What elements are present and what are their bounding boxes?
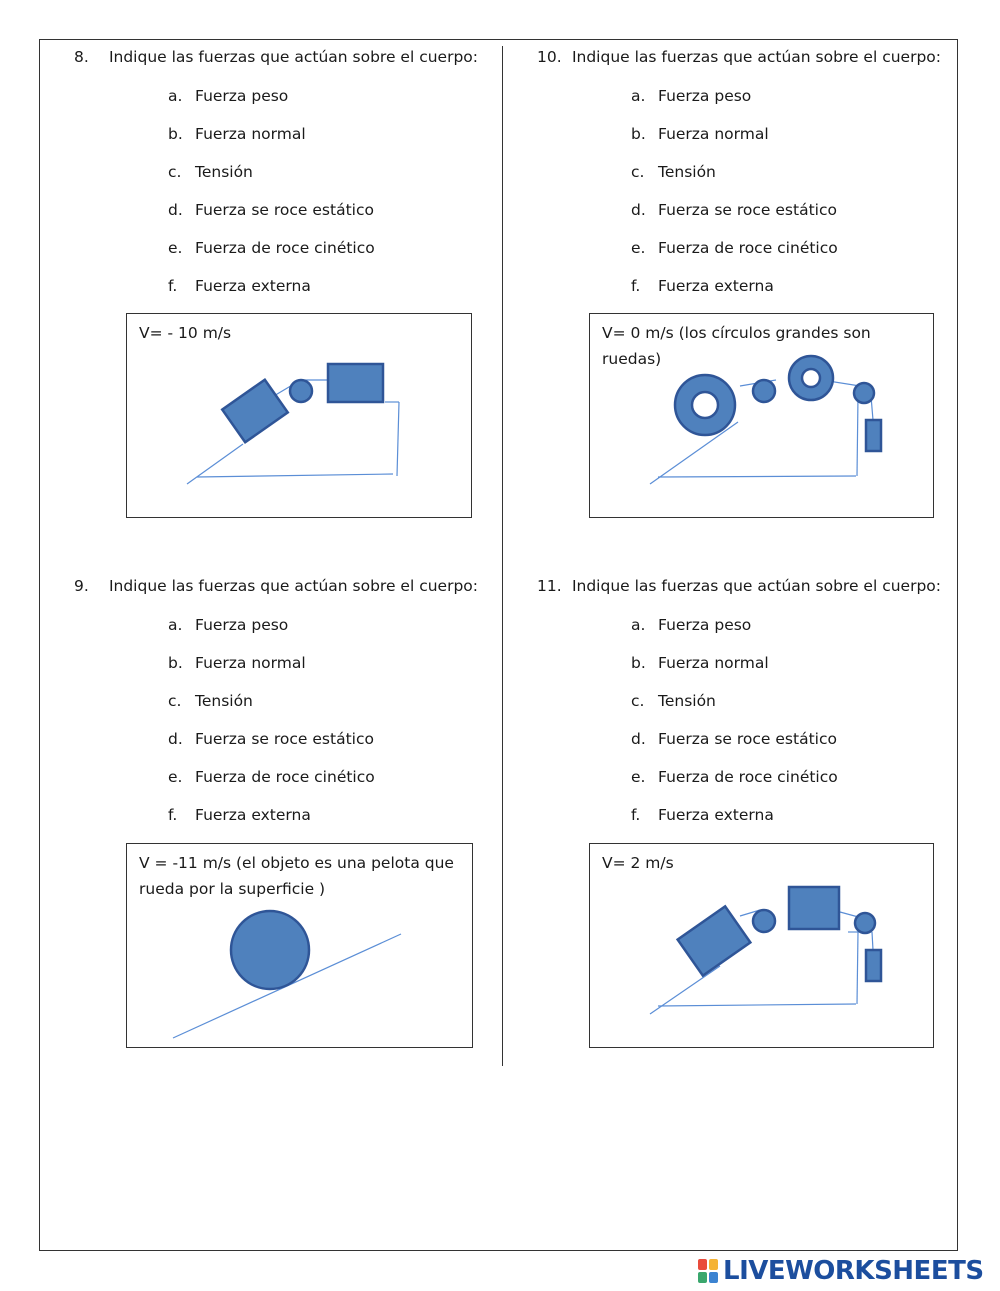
- option-b[interactable]: b. Fuerza normal: [168, 125, 306, 143]
- question-heading: [537, 48, 941, 66]
- table-edge: [397, 402, 399, 476]
- option-c[interactable]: c. Tensión: [631, 163, 716, 181]
- figure-8: [126, 313, 472, 518]
- wheel-hub: [802, 369, 820, 387]
- question-number: 8.: [74, 48, 89, 66]
- option-b[interactable]: b. Fuerza normal: [631, 125, 769, 143]
- pulley-right: [855, 913, 875, 933]
- velocity-label: V= 0 m/s (los círculos grandes son ruedas): [602, 324, 871, 368]
- option-b[interactable]: b. Fuerza normal: [168, 654, 306, 672]
- question-number: 10.: [537, 48, 562, 66]
- question-prompt: Indique las fuerzas que actúan sobre el cuerpo:: [108, 577, 478, 595]
- hanging-block: [866, 950, 881, 981]
- option-e[interactable]: e. Fuerza de roce cinético: [168, 239, 375, 257]
- question-prompt: Indique las fuerzas que actúan sobre el cuerpo:: [571, 577, 941, 595]
- option-b[interactable]: b. Fuerza normal: [631, 654, 769, 672]
- block-on-table: [328, 364, 383, 402]
- figure-10: [589, 313, 934, 518]
- logo-mark-icon: [698, 1259, 720, 1283]
- table-edge: [857, 932, 858, 1004]
- pulley-right: [854, 383, 874, 403]
- incline-line: [187, 444, 243, 484]
- option-e[interactable]: e. Fuerza de roce cinético: [168, 768, 375, 786]
- liveworksheets-logo: [698, 1256, 984, 1286]
- question-number: 11.: [537, 577, 562, 595]
- option-a[interactable]: a. Fuerza peso: [168, 616, 289, 634]
- table-edge: [857, 396, 858, 476]
- block-on-incline: [222, 380, 288, 443]
- option-d[interactable]: d. Fuerza se roce estático: [168, 201, 374, 219]
- column-divider: [502, 46, 503, 1066]
- option-f[interactable]: f. Fuerza externa: [168, 806, 311, 824]
- question-heading: [74, 48, 478, 66]
- velocity-label: V= - 10 m/s: [139, 324, 232, 342]
- option-c[interactable]: c. Tensión: [631, 692, 716, 710]
- ground-line: [658, 1004, 856, 1006]
- velocity-label: V= 2 m/s: [602, 854, 674, 872]
- pulley-left: [753, 380, 775, 402]
- option-a[interactable]: a. Fuerza peso: [631, 616, 752, 634]
- ground-line: [197, 474, 393, 477]
- option-c[interactable]: c. Tensión: [168, 692, 253, 710]
- option-d[interactable]: d. Fuerza se roce estático: [631, 201, 837, 219]
- option-f[interactable]: f. Fuerza externa: [631, 806, 774, 824]
- diagram-ball-incline: [127, 844, 474, 1049]
- question-heading: [74, 577, 478, 595]
- option-d[interactable]: d. Fuerza se roce estático: [168, 730, 374, 748]
- block-on-table: [789, 887, 839, 929]
- option-a[interactable]: a. Fuerza peso: [631, 87, 752, 105]
- question-prompt: Indique las fuerzas que actúan sobre el cuerpo:: [571, 48, 941, 66]
- option-c[interactable]: c. Tensión: [168, 163, 253, 181]
- question-heading: [537, 577, 941, 595]
- option-a[interactable]: a. Fuerza peso: [168, 87, 289, 105]
- option-e[interactable]: e. Fuerza de roce cinético: [631, 239, 838, 257]
- figure-11: [589, 843, 934, 1048]
- question-prompt: Indique las fuerzas que actúan sobre el cuerpo:: [108, 48, 478, 66]
- option-f[interactable]: f. Fuerza externa: [631, 277, 774, 295]
- block-on-incline: [678, 906, 751, 975]
- diagram-incline-pulley: [127, 314, 473, 519]
- option-e[interactable]: e. Fuerza de roce cinético: [631, 768, 838, 786]
- option-f[interactable]: f. Fuerza externa: [168, 277, 311, 295]
- question-number: 9.: [74, 577, 89, 595]
- diagram-incline-two-pulleys: [590, 844, 935, 1049]
- option-d[interactable]: d. Fuerza se roce estático: [631, 730, 837, 748]
- figure-9: [126, 843, 473, 1048]
- rope-hanging: [872, 932, 873, 950]
- velocity-label: V = -11 m/s (el objeto es una pelota que rueda por la superficie ): [139, 854, 454, 898]
- large-wheel-hub: [692, 392, 718, 418]
- ball: [231, 911, 309, 989]
- page-frame: [39, 39, 958, 1251]
- diagram-wheels-incline: [590, 314, 935, 519]
- incline-line: [650, 966, 720, 1014]
- ground-line: [658, 476, 856, 477]
- hanging-block: [866, 420, 881, 451]
- pulley-left: [753, 910, 775, 932]
- brand-name: LIVEWORKSHEETS: [723, 1256, 984, 1286]
- pulley: [290, 380, 312, 402]
